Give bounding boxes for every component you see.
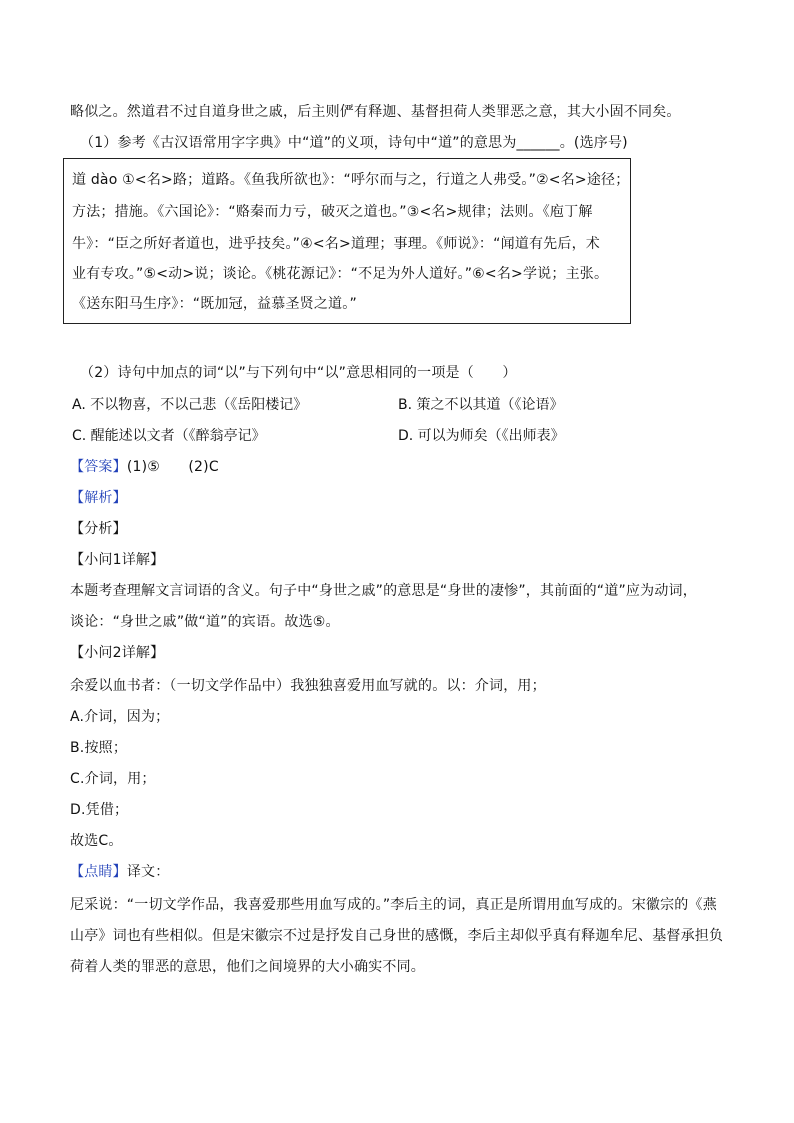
dianjing-body: 译文： [126,864,170,880]
analysis-subtag: 【分析】 [70,521,127,537]
subquestion-2-text: 余爱以血书者：（一切文学作品中）我独独喜爱用血写就的。以：介词，用； [70,678,546,694]
answer-line [70,458,219,476]
dictionary-line: 《送东阳马生序》：“既加冠，益慕圣贤之道。” [72,296,357,312]
explanation-d: D.凭借； [70,802,129,818]
answer-body: (1)⑤ (2)C [126,459,219,475]
subquestion-1-text: 本题考查理解文言词语的含义。句子中“身世之戚”的意思是“身世的凄惨”，其前面的“道”应为动词， [70,583,697,599]
dictionary-line: 道 dào ①<名>路；道路。《鱼我所欲也》：“呼尔而与之，行道之人弗受。”②<名>途径； [72,172,630,188]
analysis-tag: 【解析】 [70,490,127,506]
explanation-a: A.介词，因为； [70,709,170,725]
dictionary-line: 方法；措施。《六国论》：“赂秦而力亏，破灭之道也。”③<名>规律；法则。《庖丁解 [72,204,593,220]
dictionary-line: 牛》：“臣之所好者道也，进乎技矣。”④<名>道理；事理。《师说》：“闻道有先后，术 [72,236,600,252]
dictionary-line: 业有专攻。”⑤<动>说；谈论。《桃花源记》：“不足为外人道好。”⑥<名>学说；主张。 [72,266,609,282]
answer-tag: 【答案】 [70,459,127,475]
dictionary-box [63,158,631,324]
question-1: （1）参考《古汉语常用字字典》中“道”的义项，诗句中“道”的意思为______。(选序号) [80,135,628,151]
translation-line: 山亭》词也有些相似。但是宋徽宗不过是抒发自己身世的感慨，李后主却似乎真有释迦牟尼、基督承担负 [70,928,724,944]
subquestion-2-heading: 【小问2详解】 [70,645,165,661]
option-d: D. 可以为师矣（《出师表》 [398,428,565,444]
explanation-c: C.介词，用； [70,771,156,787]
dianjing-line [70,863,169,881]
conclusion: 故选C。 [70,833,123,849]
dianjing-tag: 【点睛】 [70,864,127,880]
paragraph-intro: 略似之。然道君不过自道身世之戚，后主则俨有释迦、基督担荷人类罪恶之意，其大小固不同矣。 [70,104,681,120]
option-b: B. 策之不以其道（《论语》 [398,397,564,413]
explanation-b: B.按照； [70,740,128,756]
translation-line: 荷着人类的罪恶的意思，他们之间境界的大小确实不同。 [70,959,425,975]
subquestion-1-heading: 【小问1详解】 [70,552,165,568]
translation-line: 尼采说：“一切文学作品，我喜爱那些用血写成的。”李后主的词，真正是所谓用血写成的。宋徽宗的《燕 [70,897,717,913]
subquestion-1-text: 谈论：“身世之戚”做“道”的宾语。故选⑤。 [70,614,340,630]
option-a: A. 不以物喜，不以己悲（《岳阳楼记》 [72,397,308,413]
question-2: （2）诗句中加点的词“以”与下列句中“以”意思相同的一项是（ ） [80,365,517,381]
option-c: C. 醒能述以文者（《醉翁亭记》 [72,428,266,444]
